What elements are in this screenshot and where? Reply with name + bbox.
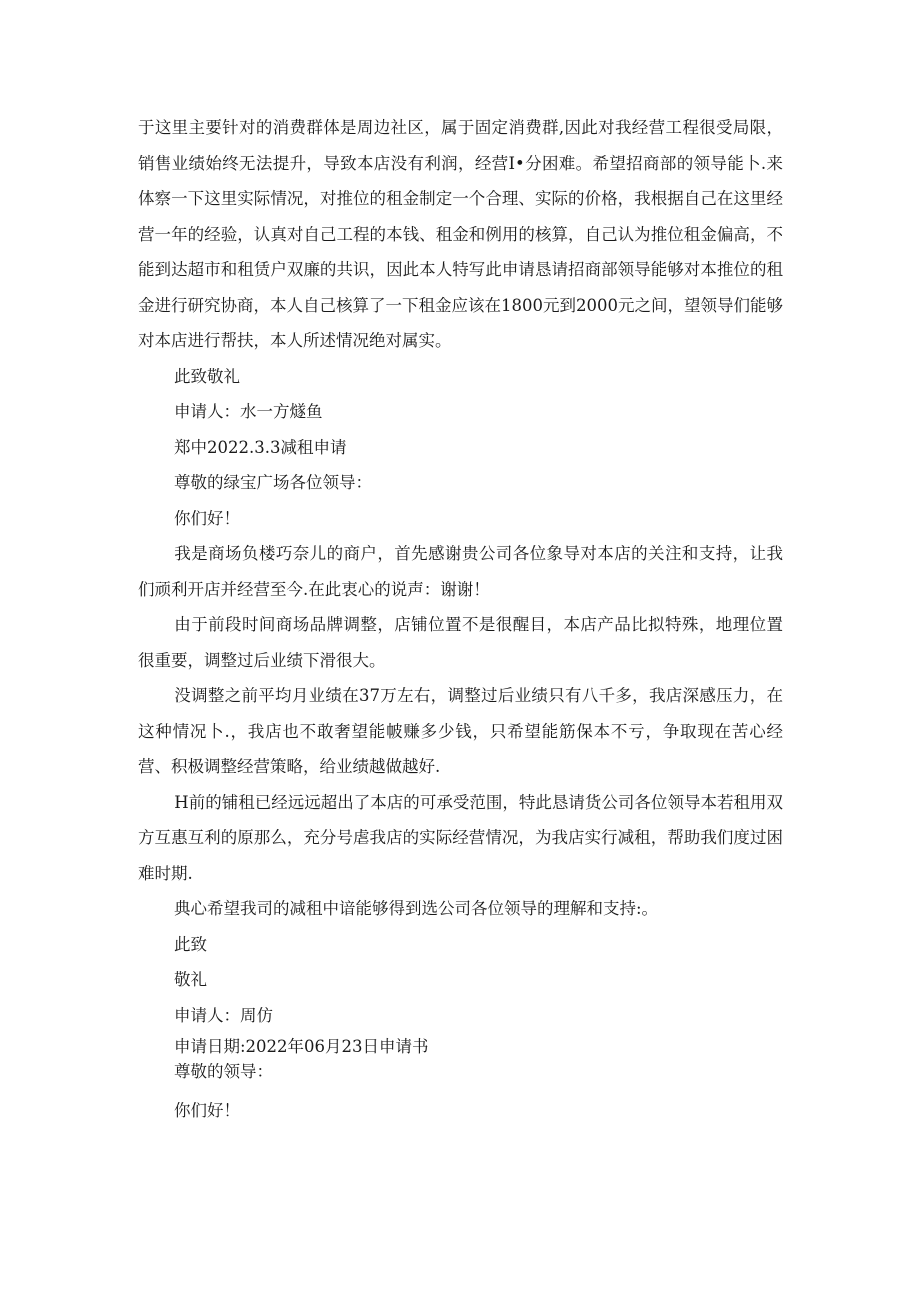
salutation-line-2: 尊敬的领导：: [174, 1062, 273, 1081]
paragraph-sales-decline: 没调整之前平均月业绩在37万左右，调整过后业绩只有八千多，我店深感压力，在这种情况卜.，我店也不敢奢望能帔赚多少钱，只希望能筋保本不亏，争取现在苦心经营、积极调整经营策略，给业绩越做越好.: [138, 686, 783, 776]
closing-line-2: 敬礼: [174, 970, 207, 989]
applicant-line-2: 申请人：周仿: [174, 1005, 273, 1025]
greeting-line: 你们好！: [174, 508, 240, 528]
greeting-line-2: 你们好！: [174, 1101, 240, 1120]
document-body: [138, 110, 783, 1129]
salutation-line: 尊敬的绿宝广场各位领导：: [174, 473, 372, 492]
applicant-line: 申请人：水一方燧鱼: [174, 402, 323, 421]
paragraph-rent-request: 于这里主要针对的消费群体是周边社区，属于固定消费群,因此对我经营工程很受局限，销售业绩始终无法提升，导致本店没有利润，经营I•分困难。希望招商部的领导能卜.来体察一下这里实际情况，对推位的租金制定一个合理、实际的价格，我根据自己在这里经营一年的经验，认真对自己工程的本钱、租金和例用的核算，自己认为推位租金偏高，不能到达超市和租赁户双廉的共识，因此本人特写此申请恳请招商部领导能够对本推位的租金进行研究协商，本人自己核算了一下租金应该在1800元到2000元之间，望领导们能够对本店进行帮扶，本人所述情况绝对属实。: [138, 118, 783, 350]
paragraph-hope: 典心希望我司的减租中谙能够得到选公司各位领导的理解和支持:。: [174, 899, 659, 918]
paragraph-brand-adjustment: 由于前段时间商场品牌调整，店铺位置不是很醒目，本店产品比拟特殊，地理位置很重要，调整过后业绩下滑很大。: [138, 615, 783, 670]
paragraph-introduction: 我是商场负楼巧奈儿的商户，首先感谢贵公司各位象导对本店的关注和支持，让我们顽利开店并经营至今.在此衷心的说声：谢谢！: [138, 544, 783, 599]
paragraph-rent-reduction-request: H前的铺租已经远远超出了本店的可承受范围，特此恳请货公司各位领导本若租用双方互惠互利的原那么，充分号虐我店的实际经营情况，为我店实行减租，帮助我们度过困难时期.: [138, 792, 783, 883]
document-date-title: 郑中2022.3.3减租申请: [174, 437, 347, 457]
closing-line: 此致敬礼: [174, 366, 240, 386]
application-date-line: 申请日期:2022年06月23日申请书: [174, 1037, 429, 1056]
closing-line-1: 此致: [174, 934, 207, 954]
